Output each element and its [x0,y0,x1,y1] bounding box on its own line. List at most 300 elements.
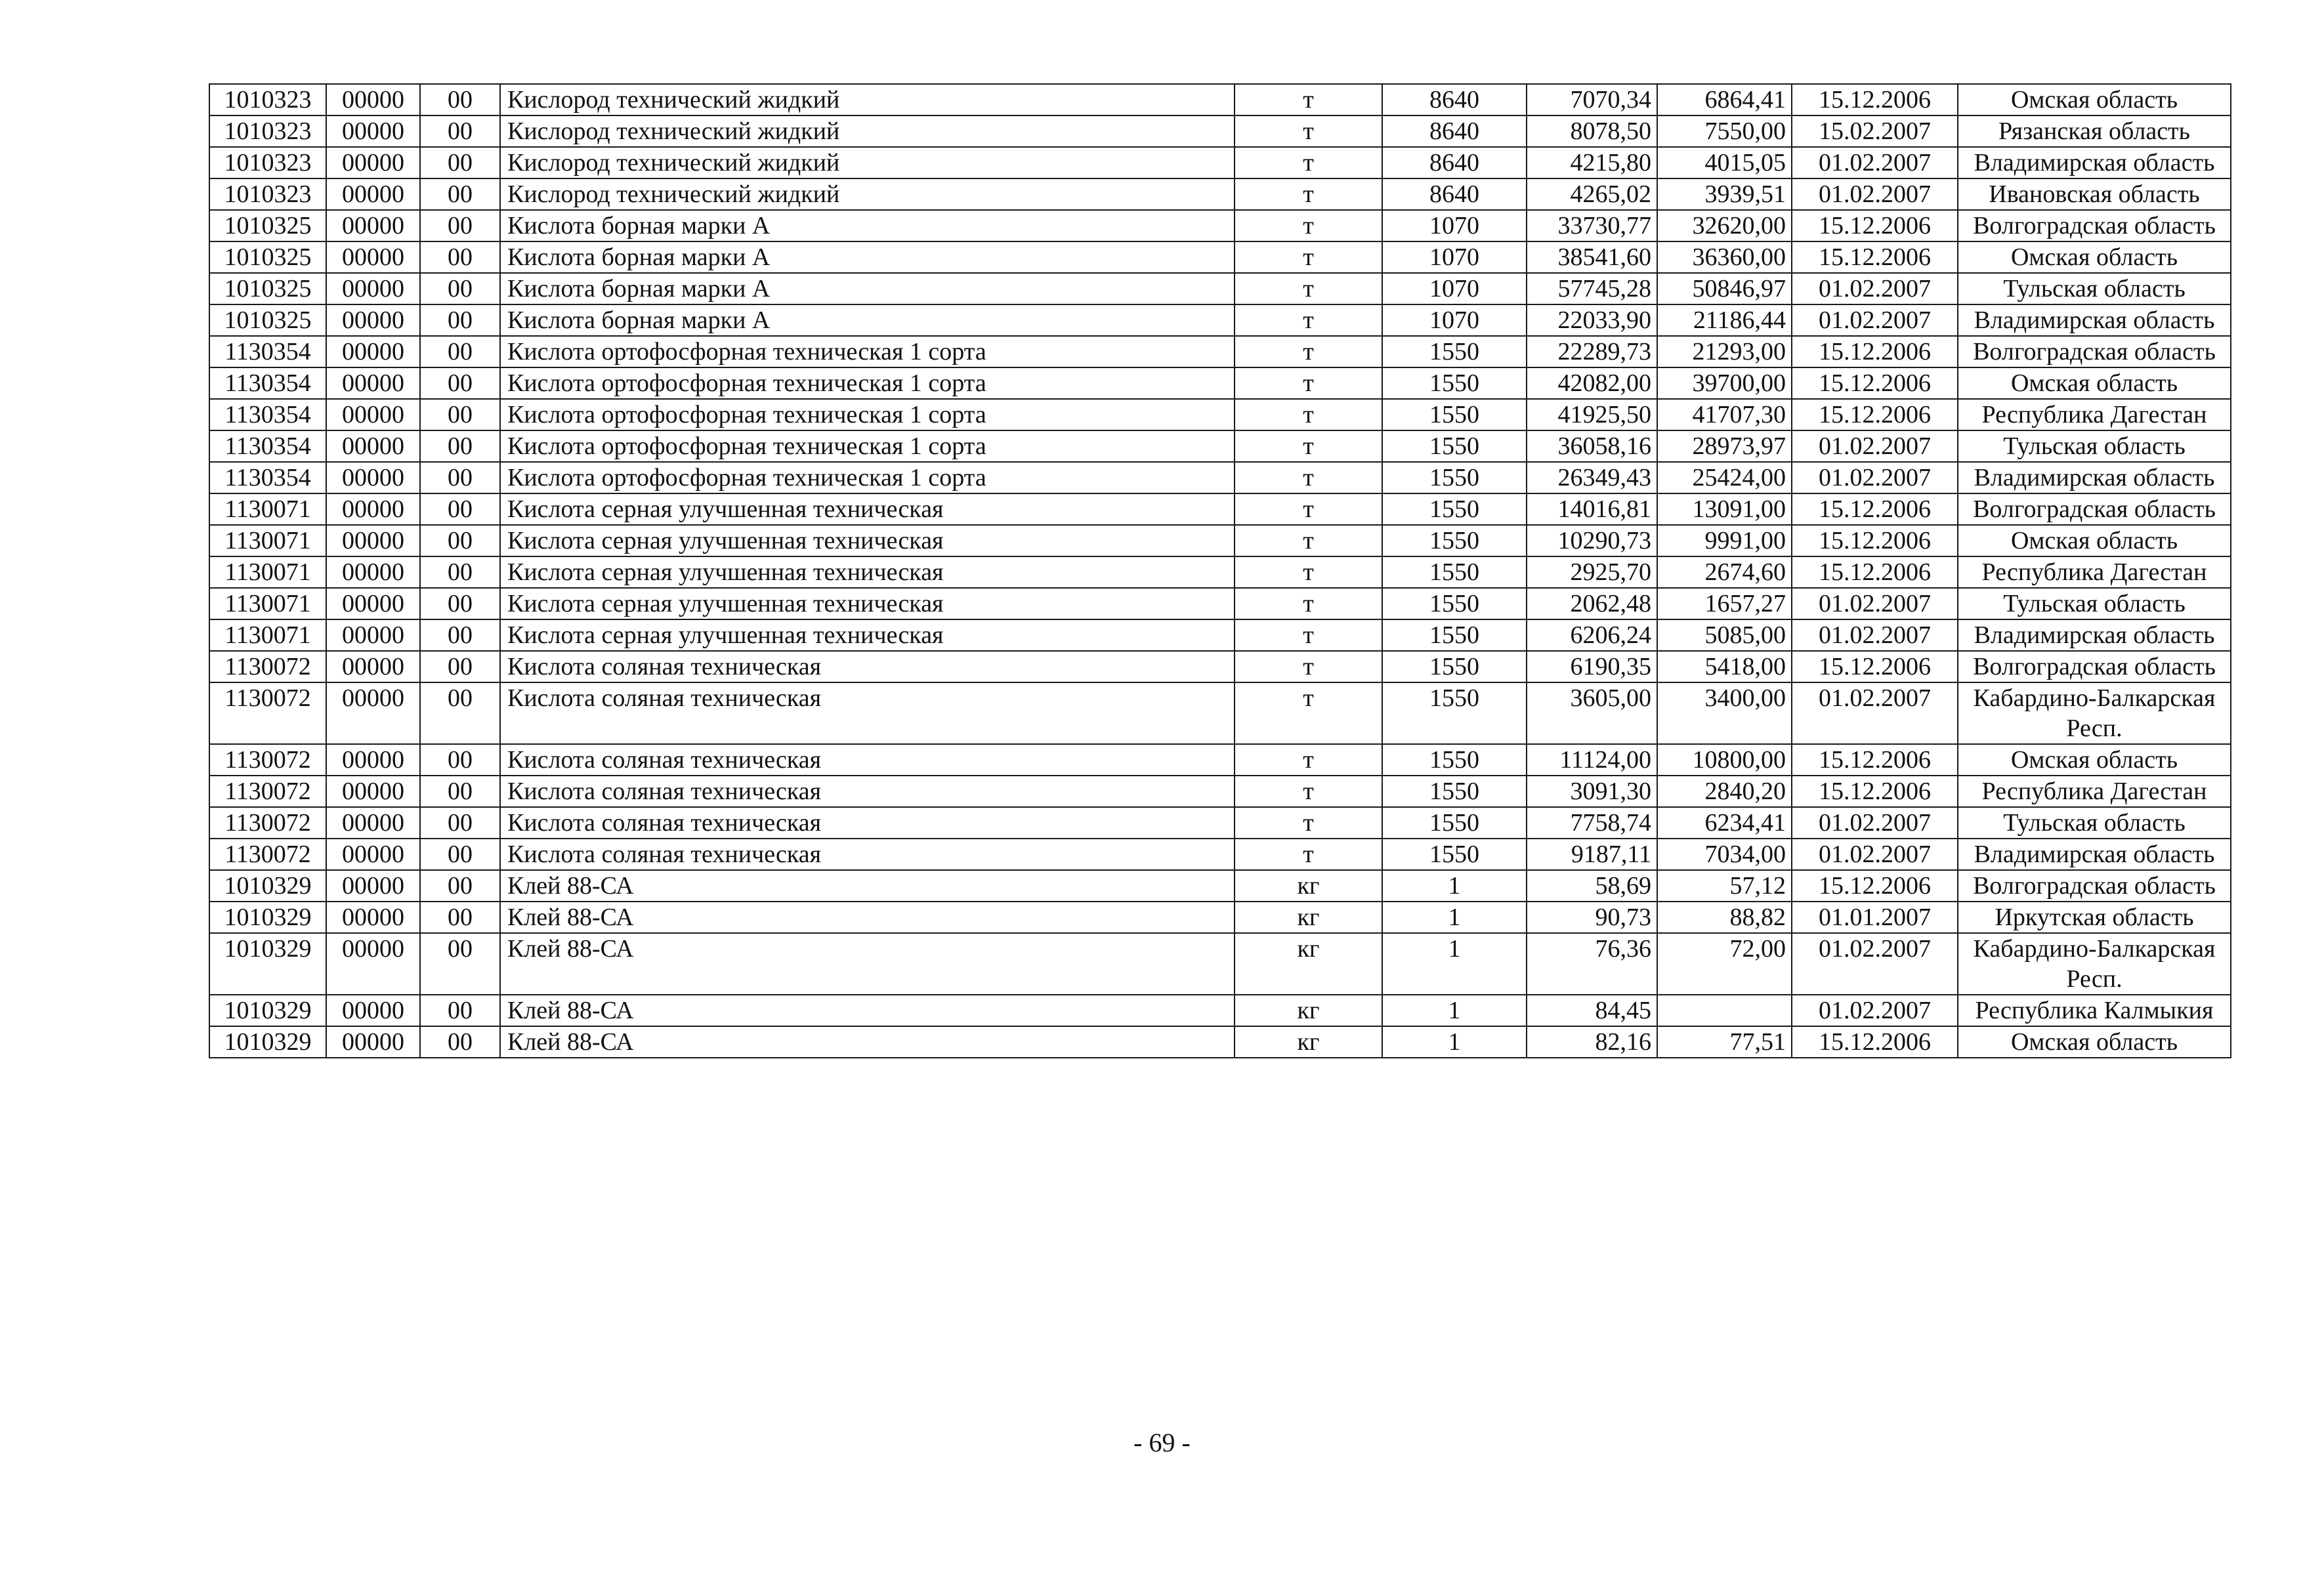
table-row [209,304,2231,336]
unit-cell: т [1235,367,1382,399]
price-cell: 7034,00 [1657,839,1792,870]
group-code-cell: 00 [420,399,500,430]
subcode-cell: 00000 [326,147,420,178]
price-cell: 2840,20 [1657,776,1792,807]
subcode-cell: 00000 [326,273,420,304]
product-code-cell: 1010325 [209,241,326,273]
date-cell: 15.12.2006 [1792,241,1958,273]
price-cell: 39700,00 [1657,367,1792,399]
table-row [209,147,2231,178]
quantity-cell: 1070 [1382,273,1527,304]
region-cell: Иркутская область [1958,902,2231,933]
table-row [209,84,2231,115]
quantity-cell: 1550 [1382,807,1527,839]
product-name-cell: Кислота борная марки А [500,210,1235,241]
product-code-cell: 1130072 [209,776,326,807]
price-with-vat-cell: 4265,02 [1527,178,1657,210]
product-code-cell: 1010329 [209,902,326,933]
subcode-cell: 00000 [326,210,420,241]
price-cell: 5418,00 [1657,651,1792,682]
date-cell: 01.02.2007 [1792,430,1958,462]
region-cell: Рязанская область [1958,115,2231,147]
subcode-cell: 00000 [326,588,420,619]
subcode-cell: 00000 [326,776,420,807]
date-cell: 15.12.2006 [1792,556,1958,588]
price-with-vat-cell: 82,16 [1527,1026,1657,1058]
price-cell: 88,82 [1657,902,1792,933]
region-cell: Владимирская область [1958,147,2231,178]
subcode-cell: 00000 [326,462,420,493]
date-cell: 01.02.2007 [1792,147,1958,178]
date-cell: 15.12.2006 [1792,493,1958,525]
product-name-cell: Кислота соляная техническая [500,682,1235,744]
group-code-cell: 00 [420,588,500,619]
price-with-vat-cell: 2062,48 [1527,588,1657,619]
unit-cell: т [1235,525,1382,556]
region-cell: Республика Дагестан [1958,399,2231,430]
group-code-cell: 00 [420,525,500,556]
unit-cell: т [1235,336,1382,367]
group-code-cell: 00 [420,839,500,870]
group-code-cell: 00 [420,902,500,933]
price-with-vat-cell: 11124,00 [1527,744,1657,776]
date-cell: 15.12.2006 [1792,525,1958,556]
region-cell: Республика Калмыкия [1958,995,2231,1026]
product-name-cell: Кислота соляная техническая [500,776,1235,807]
unit-cell: т [1235,273,1382,304]
table-row [209,1026,2231,1058]
region-cell: Тульская область [1958,588,2231,619]
table-row [209,493,2231,525]
group-code-cell: 00 [420,807,500,839]
page-number: - 69 - [1133,1428,1191,1457]
price-cell: 3400,00 [1657,682,1792,744]
table-row [209,367,2231,399]
region-cell: Волгоградская область [1958,210,2231,241]
subcode-cell: 00000 [326,651,420,682]
unit-cell: т [1235,178,1382,210]
group-code-cell: 00 [420,870,500,902]
table-row [209,651,2231,682]
region-cell: Омская область [1958,525,2231,556]
product-code-cell: 1130072 [209,744,326,776]
table-row [209,525,2231,556]
group-code-cell: 00 [420,776,500,807]
date-cell: 01.01.2007 [1792,902,1958,933]
product-code-cell: 1130354 [209,430,326,462]
group-code-cell: 00 [420,744,500,776]
product-code-cell: 1010325 [209,210,326,241]
quantity-cell: 1550 [1382,367,1527,399]
product-name-cell: Кислота серная улучшенная техническая [500,556,1235,588]
group-code-cell: 00 [420,619,500,651]
quantity-cell: 1070 [1382,210,1527,241]
price-with-vat-cell: 6190,35 [1527,651,1657,682]
price-with-vat-cell: 7758,74 [1527,807,1657,839]
group-code-cell: 00 [420,933,500,995]
date-cell: 15.12.2006 [1792,336,1958,367]
price-cell: 77,51 [1657,1026,1792,1058]
price-with-vat-cell: 7070,34 [1527,84,1657,115]
quantity-cell: 8640 [1382,84,1527,115]
subcode-cell: 00000 [326,399,420,430]
group-code-cell: 00 [420,178,500,210]
product-code-cell: 1010329 [209,870,326,902]
product-name-cell: Клей 88-СА [500,870,1235,902]
price-cell: 7550,00 [1657,115,1792,147]
price-with-vat-cell: 10290,73 [1527,525,1657,556]
region-cell: Владимирская область [1958,839,2231,870]
table-row [209,273,2231,304]
quantity-cell: 1550 [1382,744,1527,776]
date-cell: 01.02.2007 [1792,619,1958,651]
date-cell: 01.02.2007 [1792,933,1958,995]
date-cell: 01.02.2007 [1792,462,1958,493]
quantity-cell: 1 [1382,933,1527,995]
product-code-cell: 1130071 [209,588,326,619]
unit-cell: т [1235,651,1382,682]
group-code-cell: 00 [420,556,500,588]
subcode-cell: 00000 [326,619,420,651]
price-cell: 13091,00 [1657,493,1792,525]
subcode-cell: 00000 [326,178,420,210]
date-cell: 15.12.2006 [1792,776,1958,807]
price-cell: 21186,44 [1657,304,1792,336]
product-code-cell: 1130071 [209,556,326,588]
product-name-cell: Клей 88-СА [500,995,1235,1026]
unit-cell: т [1235,84,1382,115]
price-with-vat-cell: 38541,60 [1527,241,1657,273]
table-row [209,933,2231,995]
quantity-cell: 1 [1382,995,1527,1026]
table-row [209,399,2231,430]
region-cell: Омская область [1958,367,2231,399]
product-code-cell: 1010323 [209,147,326,178]
unit-cell: т [1235,147,1382,178]
subcode-cell: 00000 [326,493,420,525]
date-cell: 15.12.2006 [1792,399,1958,430]
subcode-cell: 00000 [326,744,420,776]
product-code-cell: 1130354 [209,336,326,367]
subcode-cell: 00000 [326,241,420,273]
price-with-vat-cell: 76,36 [1527,933,1657,995]
price-cell: 1657,27 [1657,588,1792,619]
product-code-cell: 1010329 [209,933,326,995]
unit-cell: т [1235,776,1382,807]
unit-cell: т [1235,619,1382,651]
product-name-cell: Кислота серная улучшенная техническая [500,619,1235,651]
unit-cell: т [1235,556,1382,588]
product-name-cell: Кислота борная марки А [500,241,1235,273]
quantity-cell: 1550 [1382,399,1527,430]
region-cell: Кабардино-Балкарская Респ. [1958,682,2231,744]
subcode-cell: 00000 [326,870,420,902]
region-cell: Владимирская область [1958,304,2231,336]
product-code-cell: 1130072 [209,839,326,870]
price-with-vat-cell: 41925,50 [1527,399,1657,430]
group-code-cell: 00 [420,462,500,493]
date-cell: 01.02.2007 [1792,273,1958,304]
region-cell: Республика Дагестан [1958,556,2231,588]
subcode-cell: 00000 [326,807,420,839]
product-code-cell: 1130072 [209,807,326,839]
region-cell: Волгоградская область [1958,336,2231,367]
subcode-cell: 00000 [326,1026,420,1058]
quantity-cell: 1550 [1382,839,1527,870]
product-code-cell: 1130071 [209,619,326,651]
price-cell: 10800,00 [1657,744,1792,776]
unit-cell: кг [1235,933,1382,995]
unit-cell: кг [1235,902,1382,933]
group-code-cell: 00 [420,682,500,744]
unit-cell: т [1235,399,1382,430]
date-cell: 01.02.2007 [1792,682,1958,744]
date-cell: 15.12.2006 [1792,367,1958,399]
table-row [209,682,2231,744]
quantity-cell: 1 [1382,870,1527,902]
unit-cell: т [1235,588,1382,619]
subcode-cell: 00000 [326,430,420,462]
table-row [209,430,2231,462]
table-row [209,619,2231,651]
group-code-cell: 00 [420,304,500,336]
price-with-vat-cell: 9187,11 [1527,839,1657,870]
unit-cell: т [1235,115,1382,147]
price-cell: 9991,00 [1657,525,1792,556]
subcode-cell: 00000 [326,84,420,115]
group-code-cell: 00 [420,241,500,273]
table-row [209,556,2231,588]
date-cell: 15.12.2006 [1792,210,1958,241]
unit-cell: т [1235,430,1382,462]
group-code-cell: 00 [420,995,500,1026]
product-code-cell: 1130072 [209,651,326,682]
unit-cell: т [1235,839,1382,870]
subcode-cell: 00000 [326,902,420,933]
product-name-cell: Кислота ортофосфорная техническая 1 сорта [500,336,1235,367]
price-with-vat-cell: 58,69 [1527,870,1657,902]
region-cell: Ивановская область [1958,178,2231,210]
region-cell: Омская область [1958,241,2231,273]
price-cell: 25424,00 [1657,462,1792,493]
table-row [209,178,2231,210]
quantity-cell: 8640 [1382,147,1527,178]
region-cell: Волгоградская область [1958,651,2231,682]
date-cell: 01.02.2007 [1792,995,1958,1026]
group-code-cell: 00 [420,336,500,367]
subcode-cell: 00000 [326,682,420,744]
group-code-cell: 00 [420,115,500,147]
product-name-cell: Кислород технический жидкий [500,115,1235,147]
table-row [209,336,2231,367]
table-row [209,115,2231,147]
quantity-cell: 1550 [1382,525,1527,556]
table-row [209,870,2231,902]
price-with-vat-cell: 22033,90 [1527,304,1657,336]
group-code-cell: 00 [420,493,500,525]
group-code-cell: 00 [420,84,500,115]
group-code-cell: 00 [420,273,500,304]
quantity-cell: 1550 [1382,493,1527,525]
region-cell: Тульская область [1958,430,2231,462]
group-code-cell: 00 [420,651,500,682]
price-with-vat-cell: 6206,24 [1527,619,1657,651]
region-cell: Владимирская область [1958,462,2231,493]
price-with-vat-cell: 33730,77 [1527,210,1657,241]
subcode-cell: 00000 [326,839,420,870]
price-cell: 57,12 [1657,870,1792,902]
price-cell: 50846,97 [1657,273,1792,304]
quantity-cell: 1 [1382,1026,1527,1058]
table-row [209,776,2231,807]
product-code-cell: 1010323 [209,178,326,210]
date-cell: 01.02.2007 [1792,304,1958,336]
product-name-cell: Кислота ортофосфорная техническая 1 сорта [500,399,1235,430]
price-with-vat-cell: 4215,80 [1527,147,1657,178]
price-cell: 3939,51 [1657,178,1792,210]
region-cell: Республика Дагестан [1958,776,2231,807]
product-name-cell: Кислота соляная техническая [500,807,1235,839]
product-code-cell: 1130354 [209,399,326,430]
region-cell: Омская область [1958,1026,2231,1058]
table-row [209,839,2231,870]
product-code-cell: 1010329 [209,995,326,1026]
quantity-cell: 1550 [1382,619,1527,651]
price-with-vat-cell: 3605,00 [1527,682,1657,744]
quantity-cell: 1550 [1382,776,1527,807]
subcode-cell: 00000 [326,995,420,1026]
price-with-vat-cell: 57745,28 [1527,273,1657,304]
quantity-cell: 1550 [1382,430,1527,462]
quantity-cell: 1550 [1382,588,1527,619]
group-code-cell: 00 [420,367,500,399]
date-cell: 01.02.2007 [1792,588,1958,619]
unit-cell: т [1235,807,1382,839]
product-name-cell: Клей 88-СА [500,933,1235,995]
product-name-cell: Кислород технический жидкий [500,147,1235,178]
region-cell: Тульская область [1958,273,2231,304]
price-with-vat-cell: 42082,00 [1527,367,1657,399]
region-cell: Владимирская область [1958,619,2231,651]
product-name-cell: Кислород технический жидкий [500,178,1235,210]
price-cell: 4015,05 [1657,147,1792,178]
price-with-vat-cell: 14016,81 [1527,493,1657,525]
price-cell: 32620,00 [1657,210,1792,241]
group-code-cell: 00 [420,430,500,462]
product-name-cell: Кислота серная улучшенная техническая [500,525,1235,556]
unit-cell: кг [1235,995,1382,1026]
date-cell: 15.02.2007 [1792,115,1958,147]
product-name-cell: Кислота борная марки А [500,273,1235,304]
product-name-cell: Кислота борная марки А [500,304,1235,336]
unit-cell: кг [1235,870,1382,902]
quantity-cell: 8640 [1382,115,1527,147]
price-with-vat-cell: 3091,30 [1527,776,1657,807]
product-code-cell: 1130354 [209,462,326,493]
product-code-cell: 1010325 [209,304,326,336]
table-row [209,995,2231,1026]
product-code-cell: 1130072 [209,682,326,744]
price-cell: 6864,41 [1657,84,1792,115]
subcode-cell: 00000 [326,304,420,336]
table-row [209,807,2231,839]
product-code-cell: 1130071 [209,493,326,525]
subcode-cell: 00000 [326,525,420,556]
price-with-vat-cell: 8078,50 [1527,115,1657,147]
price-with-vat-cell: 90,73 [1527,902,1657,933]
date-cell: 01.02.2007 [1792,807,1958,839]
product-name-cell: Кислота соляная техническая [500,839,1235,870]
date-cell: 15.12.2006 [1792,651,1958,682]
quantity-cell: 1550 [1382,462,1527,493]
product-code-cell: 1010325 [209,273,326,304]
price-cell: 72,00 [1657,933,1792,995]
subcode-cell: 00000 [326,115,420,147]
product-name-cell: Кислота соляная техническая [500,744,1235,776]
group-code-cell: 00 [420,147,500,178]
price-cell: 28973,97 [1657,430,1792,462]
quantity-cell: 1 [1382,902,1527,933]
subcode-cell: 00000 [326,336,420,367]
product-name-cell: Кислота ортофосфорная техническая 1 сорта [500,367,1235,399]
price-cell [1657,995,1792,1026]
date-cell: 15.12.2006 [1792,870,1958,902]
unit-cell: т [1235,493,1382,525]
date-cell: 15.12.2006 [1792,84,1958,115]
price-cell: 5085,00 [1657,619,1792,651]
price-with-vat-cell: 22289,73 [1527,336,1657,367]
region-cell: Омская область [1958,84,2231,115]
group-code-cell: 00 [420,1026,500,1058]
quantity-cell: 1550 [1382,651,1527,682]
table-body [209,84,2231,1058]
unit-cell: т [1235,682,1382,744]
price-cell: 21293,00 [1657,336,1792,367]
product-code-cell: 1130071 [209,525,326,556]
group-code-cell: 00 [420,210,500,241]
table-row [209,588,2231,619]
subcode-cell: 00000 [326,367,420,399]
product-name-cell: Кислота ортофосфорная техническая 1 сорта [500,462,1235,493]
unit-cell: т [1235,304,1382,336]
quantity-cell: 8640 [1382,178,1527,210]
region-cell: Омская область [1958,744,2231,776]
price-cell: 2674,60 [1657,556,1792,588]
price-cell: 41707,30 [1657,399,1792,430]
price-with-vat-cell: 26349,43 [1527,462,1657,493]
date-cell: 01.02.2007 [1792,839,1958,870]
price-cell: 6234,41 [1657,807,1792,839]
table-row [209,462,2231,493]
region-cell: Волгоградская область [1958,870,2231,902]
product-name-cell: Кислота соляная техническая [500,651,1235,682]
unit-cell: т [1235,241,1382,273]
unit-cell: т [1235,462,1382,493]
region-cell: Тульская область [1958,807,2231,839]
product-code-cell: 1010329 [209,1026,326,1058]
quantity-cell: 1070 [1382,241,1527,273]
product-name-cell: Кислород технический жидкий [500,84,1235,115]
table-row [209,241,2231,273]
product-code-cell: 1130354 [209,367,326,399]
quantity-cell: 1550 [1382,682,1527,744]
quantity-cell: 1070 [1382,304,1527,336]
subcode-cell: 00000 [326,933,420,995]
price-with-vat-cell: 2925,70 [1527,556,1657,588]
unit-cell: кг [1235,1026,1382,1058]
product-name-cell: Клей 88-СА [500,1026,1235,1058]
price-cell: 36360,00 [1657,241,1792,273]
